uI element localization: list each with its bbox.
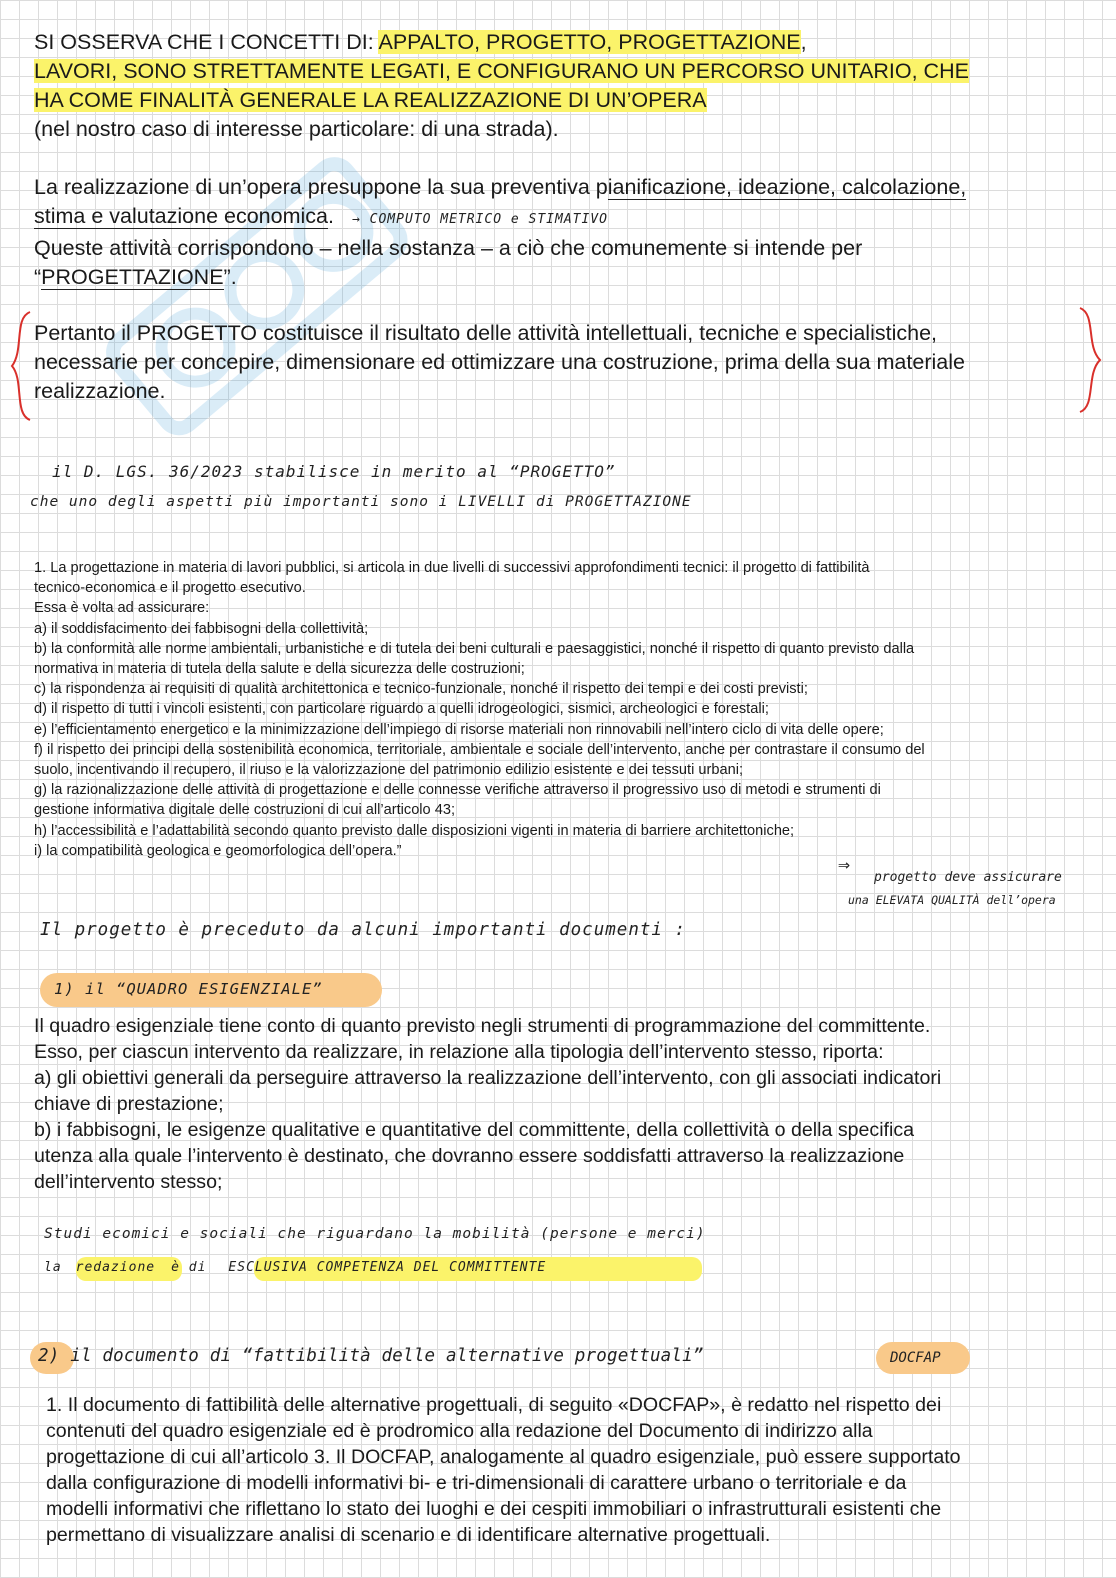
handwritten-dlgs-line-2: che uno degli aspetti più importanti sono i LIVELLI di PROGETTAZIONE — [30, 494, 692, 510]
law-line: normativa in materia di tutela della salute e della sicurezza delle costruzioni; — [34, 661, 525, 678]
planning-line-2: stima e valutazione economica. → COMPUTO METRICO e STIMATIVO — [34, 204, 608, 228]
intro-block — [34, 28, 969, 144]
arrow-icon: ⇒ — [838, 852, 852, 876]
left-brace-icon — [8, 310, 34, 422]
quadro-line: Esso, per ciascun intervento da realizzare, in relazione alla tipologia dell’intervento stesso, riporta: — [34, 1041, 884, 1063]
quadro-line: utenza alla quale l’intervento è destinato, che dovranno essere soddisfatti attraverso la realizzazione — [34, 1145, 905, 1167]
law-line: suolo, incentivando il recupero, il riuso e la valorizzazione del patrimonio edilizio esistente e dei tessuti urbani; — [34, 762, 743, 779]
law-excerpt — [34, 558, 925, 861]
law-line: e) l’efficientamento energetico e la minimizzazione dell’impiego di risorse materiali non rinnovabili nell’intero ciclo di vita delle opere; — [34, 721, 884, 738]
law-line: i) la compatibilità geologica e geomorfologica dell’opera.” — [34, 842, 402, 859]
law-line: 1. La progettazione in materia di lavori pubblici, si articola in due livelli di successivi approfondimenti tecnici: il progetto di fattibilità — [34, 560, 870, 576]
intro-line-3: HA COME FINALITÀ GENERALE LA REALIZZAZIONE DI UN’OPERA — [34, 88, 707, 112]
section-2-label: 2) il documento di “fattibilità delle alternative progettuali” — [38, 1346, 704, 1366]
quality-note-line-2: una ELEVATA QUALITÀ dell’opera — [848, 893, 1056, 907]
docfap-text — [46, 1392, 961, 1548]
computo-note: → COMPUTO METRICO e STIMATIVO — [351, 212, 608, 227]
progetto-line-3: realizzazione. — [34, 379, 166, 403]
docfap-line: modelli informativi che riflettano lo stato dei luoghi e dei cespiti immobiliari o infrastrutturali esistenti che — [46, 1498, 942, 1520]
quality-note-line-1: progetto deve assicurare — [874, 870, 1062, 885]
planning-line-1: La realizzazione di un’opera presuppone la sua preventiva pianificazione, ideazione, calcolazione, — [34, 175, 967, 199]
progetto-paragraph — [34, 319, 965, 406]
docfap-line: permettano di visualizzare analisi di scenario e di identificare alternative progettuali. — [46, 1524, 771, 1546]
law-line: f) il rispetto dei principi della sostenibilità economica, territoriale, ambientale e sociale dell’intervento, anche per contrastare il consumo del — [34, 741, 925, 758]
handwritten-redazione: la redazione è di ESCLUSIVA COMPETENZA DEL COMMITTENTE — [44, 1260, 547, 1275]
highlight-concepts: APPALTO, PROGETTO, PROGETTAZIONE — [378, 30, 801, 54]
docfap-line: progettazione di cui all’articolo 3. Il DOCFAP, analogamente al quadro esigenziale, può essere supportato — [46, 1446, 961, 1468]
quadro-line: a) gli obiettivi generali da perseguire attraverso la realizzazione dell’intervento, con gli associati indicatori — [34, 1067, 942, 1089]
law-line: c) la rispondenza ai requisiti di qualità architettonica e tecnico-funzionale, nonché il rispetto dei tempi e dei costi previsti; — [34, 681, 808, 698]
progetto-line-2: necessarie per concepire, dimensionare ed ottimizzare una costruzione, prima della sua materiale — [34, 350, 965, 374]
handwritten-dlgs-line-1: il D. LGS. 36/2023 stabilisce in merito al “PROGETTO” — [52, 462, 616, 481]
law-line: b) la conformità alle norme ambientali, urbanistiche e di tutela dei beni culturali e paesaggistici, nonché il rispetto di quanto previsto dalla — [34, 640, 915, 657]
intro-line-2: LAVORI, SONO STRETTAMENTE LEGATI, E CONFIGURANO UN PERCORSO UNITARIO, CHE — [34, 59, 969, 83]
law-line: Essa è volta ad assicurare: — [34, 600, 210, 617]
law-line: h) l’accessibilità e l’adattabilità secondo quanto previsto dalle disposizioni vigenti in materia di barriere architettoniche; — [34, 822, 795, 839]
quadro-line: dell’intervento stesso; — [34, 1171, 223, 1193]
law-line: a) il soddisfacimento dei fabbisogni della collettività; — [34, 620, 369, 637]
quadro-line: b) i fabbisogni, le esigenze qualitative e quantitative del committente, della collettività o della specifica — [34, 1119, 915, 1141]
law-line: d) il rispetto di tutti i vincoli esistenti, con particolare riguardo a quelli idrogeologici, sismici, archeologici e forestali; — [34, 701, 769, 718]
right-brace-icon — [1076, 306, 1104, 414]
intro-line-1: SI OSSERVA CHE I CONCETTI DI: APPALTO, PROGETTO, PROGETTAZIONE, — [34, 30, 807, 54]
section-1-label: 1) il “QUADRO ESIGENZIALE” — [54, 980, 323, 998]
docfap-line: contenuti del quadro esigenziale ed è prodromico alla redazione del Documento di indirizzo alla — [46, 1420, 873, 1442]
docfap-line: dalla configurazione di modelli informativi bi- e tri-dimensionali di carattere urbano o territoriale e da — [46, 1472, 907, 1494]
docfap-badge: DOCFAP — [890, 1350, 941, 1366]
intro-line-4: (nel nostro caso di interesse particolare: di una strada). — [34, 117, 559, 141]
law-line: gestione informativa digitale delle costruzioni di cui all’articolo 43; — [34, 802, 456, 819]
planning-line-3: Queste attività corrispondono – nella sostanza – a ciò che comunemente si intende per — [34, 236, 863, 260]
quadro-esigenziale-text — [34, 1013, 941, 1195]
quadro-line: Il quadro esigenziale tiene conto di quanto previsto negli strumenti di programmazione del committente. — [34, 1015, 931, 1037]
docfap-line: 1. Il documento di fattibilità delle alternative progettuali, di seguito «DOCFAP», è redatto nel rispetto dei — [46, 1394, 942, 1416]
handwritten-studies: Studi ecomici e sociali che riguardano la mobilità (persone e merci) — [44, 1226, 706, 1242]
progetto-line-1: Pertanto il PROGETTO costituisce il risultato delle attività intellettuali, tecniche e specialistiche, — [34, 321, 937, 345]
quadro-line: chiave di prestazione; — [34, 1093, 224, 1115]
planning-paragraph — [34, 173, 966, 292]
law-line: tecnico-economica e il progetto esecutivo. — [34, 580, 306, 597]
law-line: g) la razionalizzazione delle attività di progettazione e delle connesse verifiche attraverso il progressivo uso di metodi e strumenti di — [34, 782, 881, 799]
handwritten-preceded: Il progetto è preceduto da alcuni importanti documenti : — [40, 920, 687, 940]
planning-line-4: “PROGETTAZIONE”. — [34, 265, 237, 289]
